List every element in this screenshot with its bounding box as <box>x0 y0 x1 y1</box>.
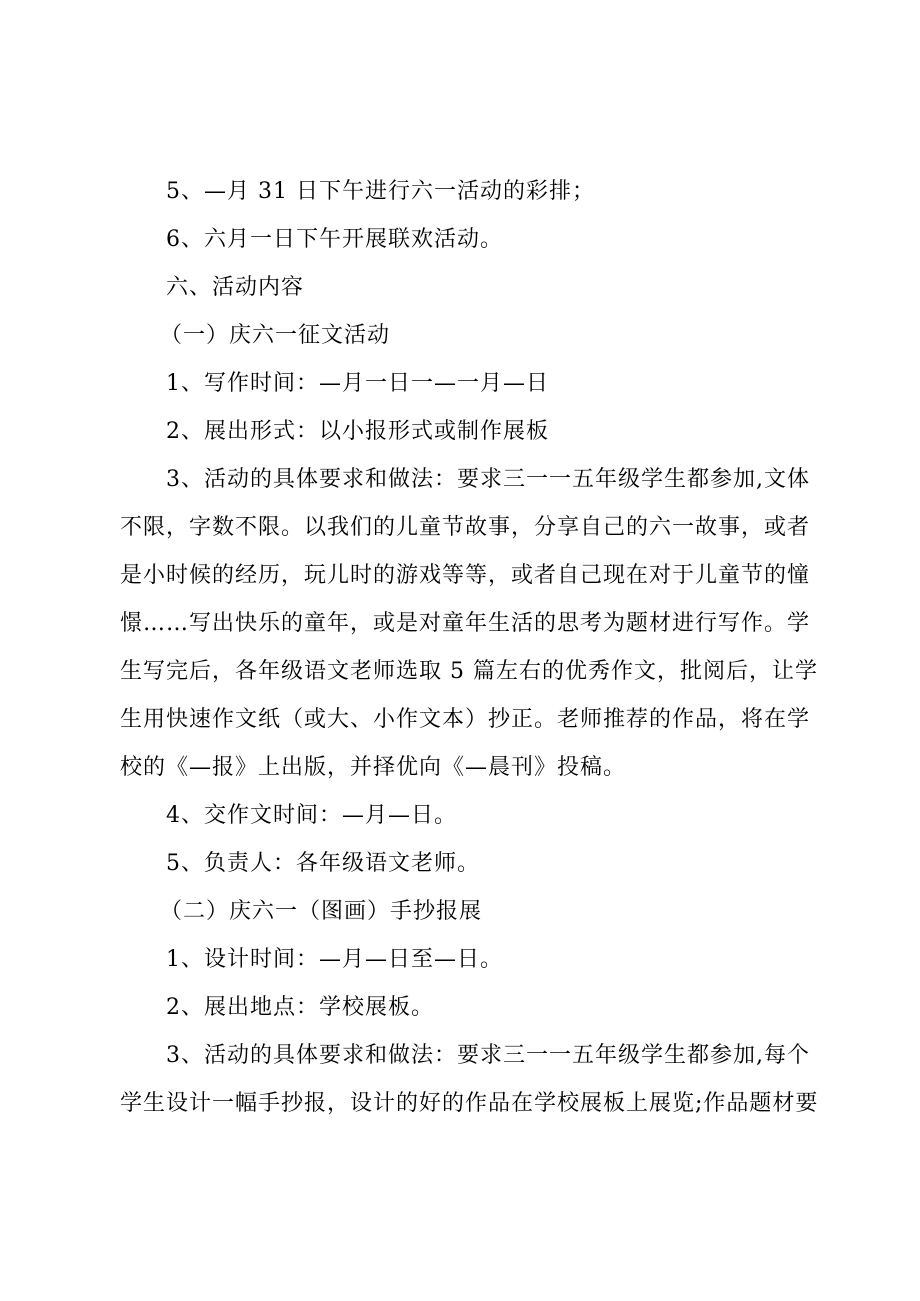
section-heading: 六、活动内容 <box>166 275 305 300</box>
text-line: 生写完后，各年级语文老师选取 5 篇左右的优秀作文，批阅后，让学 <box>120 659 818 684</box>
text-line: 不限，字数不限。以我们的儿童节故事，分享自己的六一故事，或者 <box>120 515 811 540</box>
text-line: 3、活动的具体要求和做法：要求三一一五年级学生都参加,文体 <box>166 467 810 492</box>
subsection-heading: （二）庆六一（图画）手抄报展 <box>160 899 483 924</box>
text-line: 2、展出地点：学校展板。 <box>166 995 434 1020</box>
text-line: 憬……写出快乐的童年，或是对童年生活的思考为题材进行写作。学 <box>120 611 811 636</box>
text-line: 5、负责人：各年级语文老师。 <box>166 851 480 876</box>
text-line: 2、展出形式：以小报形式或制作展板 <box>166 419 549 444</box>
text-line: 4、交作文时间：—月—日。 <box>166 803 457 828</box>
document-body <box>120 168 825 1128</box>
subsection-heading: （一）庆六一征文活动 <box>160 323 391 348</box>
text-line: 6、六月一日下午开展联欢活动。 <box>166 227 503 252</box>
text-line: 1、设计时间：—月—日至—日。 <box>166 947 503 972</box>
text-line: 1、写作时间：—月一日一—一月—日 <box>166 371 549 396</box>
text-line: 5、—月 31 日下午进行六一活动的彩排； <box>166 179 595 204</box>
text-line: 校的《—报》上出版，并择优向《—晨刊》投稿。 <box>120 755 627 780</box>
text-line: 是小时候的经历，玩儿时的游戏等等，或者自己现在对于儿童节的憧 <box>120 563 811 588</box>
text-line: 3、活动的具体要求和做法：要求三一一五年级学生都参加,每个 <box>166 1043 810 1068</box>
text-line: 学生设计一幅手抄报，设计的好的作品在学校展板上展览;作品题材要 <box>120 1091 819 1116</box>
text-line: 生用快速作文纸（或大、小作文本）抄正。老师推荐的作品，将在学 <box>120 707 811 732</box>
